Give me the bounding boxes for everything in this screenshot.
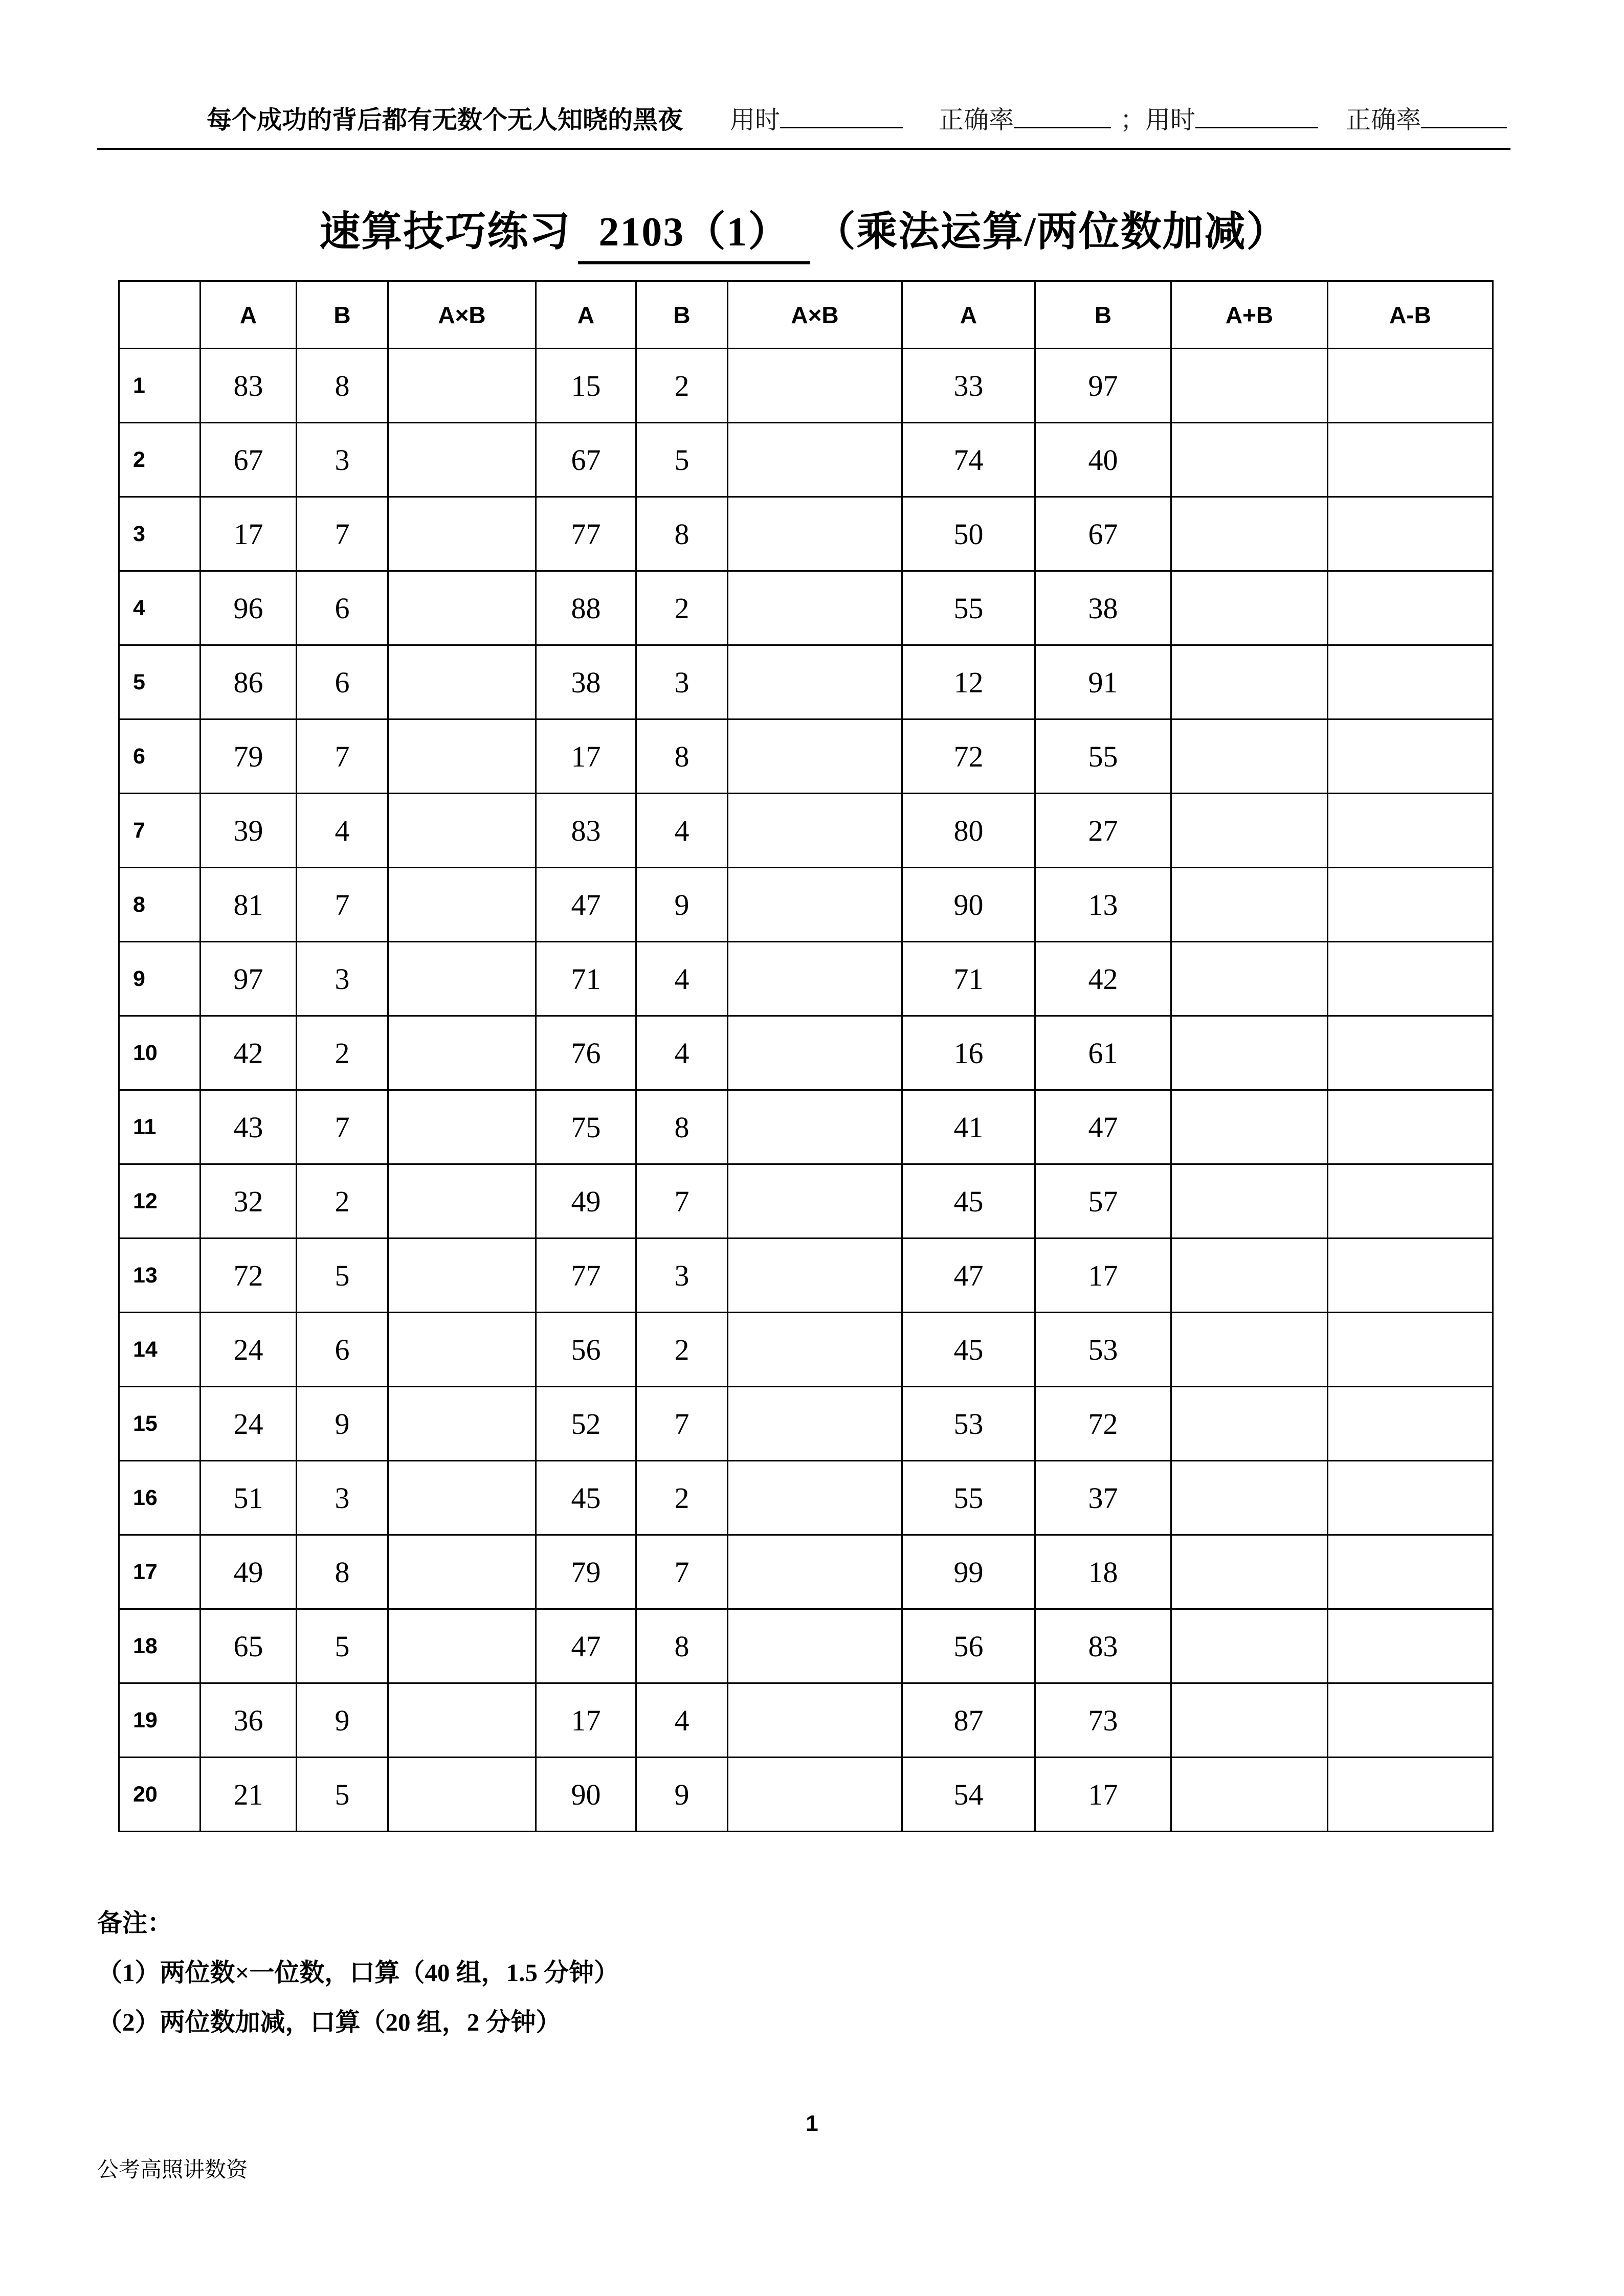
answer-blank-cell [388,1461,536,1535]
answer-blank-cell [388,1016,536,1090]
row-number-cell: 4 [119,571,201,645]
operand-cell: 38 [1035,571,1171,645]
operand-cell: 47 [536,1609,636,1683]
note-item: （2）两位数加减，口算（20 组，2 分钟） [97,2008,561,2036]
table-row [119,1535,1493,1609]
operand-cell: 90 [536,1758,636,1832]
operand-cell: 37 [1035,1461,1171,1535]
answer-blank-cell [728,1535,902,1609]
operand-cell: 43 [201,1090,297,1164]
operand-cell: 45 [902,1313,1035,1387]
operand-cell: 12 [902,645,1035,719]
table-row [119,645,1493,719]
operand-cell: 50 [902,497,1035,571]
column-header: B [297,281,388,349]
answer-blank-cell [1171,349,1328,423]
operand-cell: 9 [297,1387,388,1461]
column-header: A [536,281,636,349]
operand-cell: 2 [636,571,728,645]
answer-blank-cell [728,1758,902,1832]
operand-cell: 39 [201,794,297,868]
answer-blank-cell [728,1313,902,1387]
operand-cell: 61 [1035,1016,1171,1090]
operand-cell: 42 [1035,942,1171,1016]
answer-blank-cell [728,868,902,942]
answer-blank-cell [1171,1016,1328,1090]
operand-cell: 4 [636,942,728,1016]
answer-blank-cell [388,1758,536,1832]
operand-cell: 24 [201,1313,297,1387]
operand-cell: 99 [902,1535,1035,1609]
accuracy-label-2: 正确率 [1346,106,1421,134]
operand-cell: 56 [536,1313,636,1387]
table-row [119,1683,1493,1758]
row-number-cell: 9 [119,942,201,1016]
answer-blank-cell [1328,1016,1493,1090]
answer-blank-cell [728,719,902,794]
operand-cell: 47 [1035,1090,1171,1164]
operand-cell: 7 [636,1535,728,1609]
table-row [119,942,1493,1016]
operand-cell: 8 [636,1090,728,1164]
title-prefix: 速算技巧练习 [319,210,571,255]
row-number-cell: 2 [119,423,201,497]
answer-blank-cell [1328,1313,1493,1387]
answer-blank-cell [1328,1683,1493,1758]
answer-blank-cell [388,497,536,571]
operand-cell: 55 [902,571,1035,645]
operand-cell: 3 [636,1239,728,1313]
operand-cell: 77 [536,1239,636,1313]
column-header [119,281,201,349]
title-number: 2103（1） [578,198,810,264]
page-number: 1 [806,2111,818,2136]
page-title [97,198,1510,264]
answer-blank-cell [1328,1609,1493,1683]
answer-blank-cell [1171,794,1328,868]
operand-cell: 36 [201,1683,297,1758]
answer-blank-cell [1171,645,1328,719]
answer-blank-cell [728,794,902,868]
answer-blank-cell [388,794,536,868]
operand-cell: 7 [636,1164,728,1239]
time-used-label-1: 用时 [730,106,781,134]
operand-cell: 4 [636,794,728,868]
answer-blank-cell [1171,942,1328,1016]
operand-cell: 67 [201,423,297,497]
operand-cell: 67 [536,423,636,497]
answer-blank-cell [728,1683,902,1758]
operand-cell: 71 [536,942,636,1016]
operand-cell: 7 [297,719,388,794]
operand-cell: 53 [1035,1313,1171,1387]
operand-cell: 8 [636,1609,728,1683]
operand-cell: 3 [297,1461,388,1535]
operand-cell: 2 [297,1016,388,1090]
footer-watermark: 公考高照讲数资 [97,2158,248,2182]
answer-blank-cell [1171,1313,1328,1387]
operand-cell: 9 [636,1758,728,1832]
answer-blank-cell [728,942,902,1016]
practice-table [118,280,1494,1832]
operand-cell: 4 [636,1016,728,1090]
answer-blank-cell [1328,349,1493,423]
operand-cell: 4 [297,794,388,868]
answer-blank-cell [1328,1239,1493,1313]
answer-blank-cell [728,645,902,719]
table-row [119,1609,1493,1683]
answer-blank-cell [1171,1239,1328,1313]
row-number-cell: 6 [119,719,201,794]
operand-cell: 8 [636,497,728,571]
operand-cell: 81 [201,868,297,942]
answer-blank-cell [1328,1387,1493,1461]
answer-blank-cell [1171,1090,1328,1164]
notes-label: 备注： [97,1909,173,1937]
operand-cell: 52 [536,1387,636,1461]
operand-cell: 7 [297,868,388,942]
operand-cell: 2 [636,1461,728,1535]
answer-blank-cell [388,1313,536,1387]
answer-blank-cell [388,645,536,719]
operand-cell: 97 [201,942,297,1016]
operand-cell: 2 [297,1164,388,1239]
column-header: A-B [1328,281,1493,349]
time-used-blank-2 [1195,125,1318,128]
row-number-cell: 3 [119,497,201,571]
column-header: A×B [388,281,536,349]
note-item: （1）两位数×一位数，口算（40 组，1.5 分钟） [97,1959,619,1987]
table-row [119,1313,1493,1387]
operand-cell: 71 [902,942,1035,1016]
operand-cell: 2 [636,1313,728,1387]
operand-cell: 83 [1035,1609,1171,1683]
row-number-cell: 13 [119,1239,201,1313]
answer-blank-cell [728,1387,902,1461]
operand-cell: 3 [636,645,728,719]
operand-cell: 45 [902,1164,1035,1239]
accuracy-blank-2 [1421,125,1507,128]
operand-cell: 5 [636,423,728,497]
row-number-cell: 12 [119,1164,201,1239]
table-body [119,349,1493,1832]
operand-cell: 54 [902,1758,1035,1832]
answer-blank-cell [728,1609,902,1683]
table-header-row [119,281,1493,349]
table-row [119,1758,1493,1832]
table-row [119,497,1493,571]
operand-cell: 45 [536,1461,636,1535]
table-row [119,1461,1493,1535]
operand-cell: 9 [636,868,728,942]
answer-blank-cell [1328,719,1493,794]
operand-cell: 72 [902,719,1035,794]
row-number-cell: 20 [119,1758,201,1832]
table-row [119,423,1493,497]
operand-cell: 49 [201,1535,297,1609]
row-number-cell: 1 [119,349,201,423]
operand-cell: 8 [297,349,388,423]
operand-cell: 80 [902,794,1035,868]
answer-blank-cell [1171,1683,1328,1758]
answer-blank-cell [728,423,902,497]
answer-blank-cell [1328,645,1493,719]
answer-blank-cell [1328,1535,1493,1609]
operand-cell: 76 [536,1016,636,1090]
operand-cell: 51 [201,1461,297,1535]
operand-cell: 86 [201,645,297,719]
table-row [119,1164,1493,1239]
answer-blank-cell [728,1016,902,1090]
answer-blank-cell [1328,423,1493,497]
operand-cell: 87 [902,1683,1035,1758]
operand-cell: 33 [902,349,1035,423]
operand-cell: 88 [536,571,636,645]
answer-blank-cell [388,719,536,794]
operand-cell: 8 [636,719,728,794]
operand-cell: 7 [297,1090,388,1164]
table-row [119,1387,1493,1461]
answer-blank-cell [1328,1461,1493,1535]
operand-cell: 17 [1035,1758,1171,1832]
answer-blank-cell [728,1164,902,1239]
operand-cell: 17 [201,497,297,571]
time-used-blank-1 [780,125,903,128]
answer-blank-cell [1328,794,1493,868]
column-header: A+B [1171,281,1328,349]
answer-blank-cell [1171,719,1328,794]
operand-cell: 4 [636,1683,728,1758]
operand-cell: 79 [536,1535,636,1609]
answer-blank-cell [728,1090,902,1164]
operand-cell: 97 [1035,349,1171,423]
answer-blank-cell [1171,1609,1328,1683]
operand-cell: 17 [536,1683,636,1758]
row-number-cell: 18 [119,1609,201,1683]
operand-cell: 41 [902,1090,1035,1164]
operand-cell: 27 [1035,794,1171,868]
operand-cell: 21 [201,1758,297,1832]
operand-cell: 15 [536,349,636,423]
table-row [119,349,1493,423]
operand-cell: 67 [1035,497,1171,571]
operand-cell: 74 [902,423,1035,497]
operand-cell: 47 [536,868,636,942]
row-number-cell: 8 [119,868,201,942]
operand-cell: 83 [201,349,297,423]
answer-blank-cell [1171,423,1328,497]
answer-blank-cell [1328,1758,1493,1832]
answer-blank-cell [388,1090,536,1164]
answer-blank-cell [388,942,536,1016]
operand-cell: 6 [297,645,388,719]
answer-blank-cell [1171,1461,1328,1535]
operand-cell: 18 [1035,1535,1171,1609]
answer-blank-cell [388,571,536,645]
notes-section [97,1898,619,2047]
operand-cell: 3 [297,942,388,1016]
operand-cell: 6 [297,571,388,645]
operand-cell: 7 [297,497,388,571]
answer-blank-cell [388,1609,536,1683]
column-header: B [1035,281,1171,349]
answer-blank-cell [1328,868,1493,942]
operand-cell: 47 [902,1239,1035,1313]
operand-cell: 55 [902,1461,1035,1535]
answer-blank-cell [1171,1164,1328,1239]
row-number-cell: 16 [119,1461,201,1535]
table-row [119,1016,1493,1090]
accuracy-blank-1 [1014,125,1111,128]
answer-blank-cell [728,571,902,645]
operand-cell: 8 [297,1535,388,1609]
notes-list [97,1948,619,2047]
operand-cell: 7 [636,1387,728,1461]
answer-blank-cell [1171,1535,1328,1609]
operand-cell: 6 [297,1313,388,1387]
answer-blank-cell [388,1683,536,1758]
operand-cell: 57 [1035,1164,1171,1239]
operand-cell: 73 [1035,1683,1171,1758]
operand-cell: 83 [536,794,636,868]
operand-cell: 3 [297,423,388,497]
operand-cell: 72 [1035,1387,1171,1461]
row-number-cell: 17 [119,1535,201,1609]
answer-blank-cell [388,423,536,497]
column-header: A×B [728,281,902,349]
operand-cell: 9 [297,1683,388,1758]
operand-cell: 75 [536,1090,636,1164]
answer-blank-cell [1328,942,1493,1016]
answer-blank-cell [388,1535,536,1609]
answer-blank-cell [728,1461,902,1535]
table-row [119,719,1493,794]
table-row [119,1239,1493,1313]
operand-cell: 32 [201,1164,297,1239]
operand-cell: 40 [1035,423,1171,497]
row-number-cell: 19 [119,1683,201,1758]
answer-blank-cell [728,349,902,423]
operand-cell: 96 [201,571,297,645]
column-header: B [636,281,728,349]
operand-cell: 55 [1035,719,1171,794]
operand-cell: 5 [297,1239,388,1313]
time-used-label-2: ；用时 [1120,106,1196,134]
column-header: A [902,281,1035,349]
operand-cell: 5 [297,1758,388,1832]
operand-cell: 72 [201,1239,297,1313]
operand-cell: 13 [1035,868,1171,942]
operand-cell: 16 [902,1016,1035,1090]
title-suffix: （乘法运算/两位数加减） [814,210,1288,255]
table-row [119,794,1493,868]
answer-blank-cell [388,1387,536,1461]
answer-blank-cell [388,868,536,942]
row-number-cell: 10 [119,1016,201,1090]
operand-cell: 49 [536,1164,636,1239]
operand-cell: 77 [536,497,636,571]
row-number-cell: 5 [119,645,201,719]
row-number-cell: 15 [119,1387,201,1461]
answer-blank-cell [1171,1387,1328,1461]
answer-blank-cell [1328,1090,1493,1164]
answer-blank-cell [1171,1758,1328,1832]
operand-cell: 2 [636,349,728,423]
answer-blank-cell [388,1164,536,1239]
row-number-cell: 14 [119,1313,201,1387]
answer-blank-cell [1328,497,1493,571]
answer-blank-cell [1171,868,1328,942]
operand-cell: 65 [201,1609,297,1683]
operand-cell: 90 [902,868,1035,942]
row-number-cell: 11 [119,1090,201,1164]
accuracy-label-1: 正确率 [939,106,1014,134]
answer-blank-cell [1328,1164,1493,1239]
operand-cell: 79 [201,719,297,794]
operand-cell: 42 [201,1016,297,1090]
operand-cell: 24 [201,1387,297,1461]
answer-blank-cell [1171,497,1328,571]
column-header: A [201,281,297,349]
operand-cell: 38 [536,645,636,719]
operand-cell: 56 [902,1609,1035,1683]
answer-blank-cell [1328,571,1493,645]
table-row [119,868,1493,942]
operand-cell: 91 [1035,645,1171,719]
table-row [119,1090,1493,1164]
table-row [119,571,1493,645]
answer-blank-cell [728,497,902,571]
operand-cell: 5 [297,1609,388,1683]
answer-blank-cell [388,349,536,423]
operand-cell: 53 [902,1387,1035,1461]
operand-cell: 17 [536,719,636,794]
row-number-cell: 7 [119,794,201,868]
page-header [97,105,1510,150]
answer-blank-cell [1171,571,1328,645]
header-motto: 每个成功的背后都有无数个无人知晓的黑夜 [207,106,683,134]
answer-blank-cell [388,1239,536,1313]
answer-blank-cell [728,1239,902,1313]
operand-cell: 17 [1035,1239,1171,1313]
